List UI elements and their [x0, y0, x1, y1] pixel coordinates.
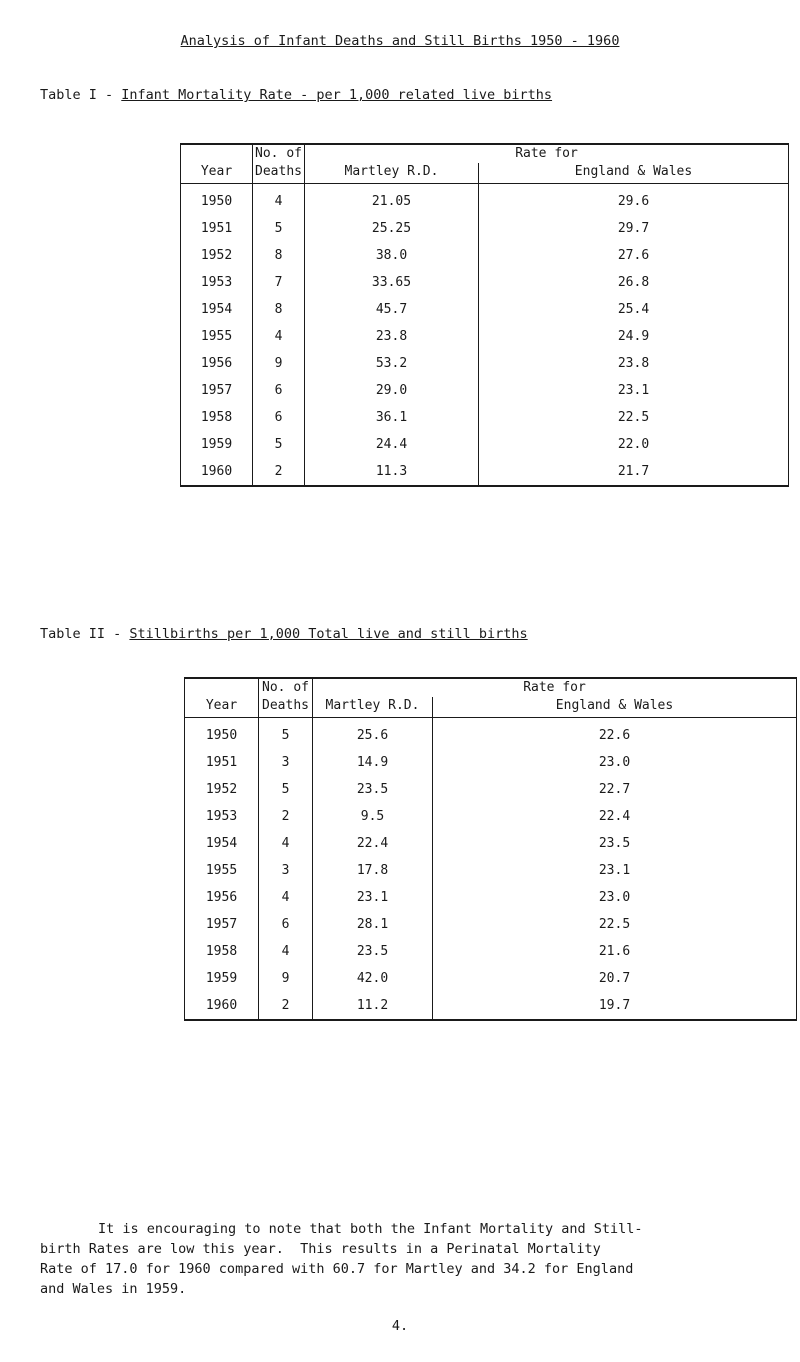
table-row [185, 803, 797, 830]
col-deaths-top: No. of [253, 144, 305, 163]
cell-deaths: 3 [259, 857, 313, 884]
table-row [181, 458, 789, 486]
table-row [185, 992, 797, 1020]
cell-england: 24.9 [479, 323, 789, 350]
cell-deaths: 7 [253, 269, 305, 296]
cell-year: 1958 [185, 938, 259, 965]
col-rate-group: Rate for [313, 678, 797, 697]
cell-year: 1951 [185, 749, 259, 776]
cell-martley: 23.8 [305, 323, 479, 350]
cell-martley: 11.2 [313, 992, 433, 1020]
cell-england: 22.5 [479, 404, 789, 431]
table1-title-text: Infant Mortality Rate - per 1,000 related live births [121, 87, 553, 103]
cell-martley: 14.9 [313, 749, 433, 776]
col-rate-group: Rate for [305, 144, 789, 163]
paragraph-line: and Wales in 1959. [40, 1281, 187, 1297]
cell-england: 23.1 [433, 857, 797, 884]
cell-england: 22.5 [433, 911, 797, 938]
cell-year: 1952 [185, 776, 259, 803]
table-row [185, 938, 797, 965]
cell-year: 1956 [181, 350, 253, 377]
cell-england: 20.7 [433, 965, 797, 992]
cell-year: 1954 [185, 830, 259, 857]
cell-year: 1953 [185, 803, 259, 830]
table-row [181, 215, 789, 242]
cell-martley: 38.0 [305, 242, 479, 269]
table-row [181, 323, 789, 350]
cell-year: 1950 [181, 184, 253, 216]
cell-year: 1954 [181, 296, 253, 323]
cell-deaths: 4 [259, 884, 313, 911]
cell-deaths: 9 [259, 965, 313, 992]
cell-year: 1959 [185, 965, 259, 992]
cell-england: 22.7 [433, 776, 797, 803]
cell-year: 1951 [181, 215, 253, 242]
table-row [185, 965, 797, 992]
table1-prefix: Table I - [40, 87, 122, 103]
cell-year: 1952 [181, 242, 253, 269]
cell-martley: 23.5 [313, 776, 433, 803]
cell-deaths: 2 [259, 803, 313, 830]
cell-year: 1953 [181, 269, 253, 296]
page-heading: Analysis of Infant Deaths and Still Births 1950 - 1960 [180, 33, 620, 49]
cell-deaths: 6 [253, 404, 305, 431]
cell-martley: 23.1 [313, 884, 433, 911]
table-row [181, 404, 789, 431]
cell-england: 27.6 [479, 242, 789, 269]
cell-england: 23.0 [433, 749, 797, 776]
table-row [181, 184, 789, 216]
cell-england: 22.4 [433, 803, 797, 830]
cell-year: 1958 [181, 404, 253, 431]
table-row [185, 749, 797, 776]
paragraph-line: It is encouraging to note that both the Infant Mortality and Still- [98, 1221, 643, 1237]
cell-year: 1957 [181, 377, 253, 404]
table-row [181, 350, 789, 377]
table2-title [40, 626, 528, 642]
stillbirths-table [184, 677, 797, 1021]
cell-england: 22.0 [479, 431, 789, 458]
table-row [181, 377, 789, 404]
cell-deaths: 5 [259, 776, 313, 803]
cell-martley: 25.25 [305, 215, 479, 242]
col-deaths-top: No. of [259, 678, 313, 697]
cell-deaths: 5 [253, 431, 305, 458]
cell-deaths: 6 [253, 377, 305, 404]
infant-mortality-table [180, 143, 789, 487]
cell-martley: 21.05 [305, 184, 479, 216]
table-row [185, 857, 797, 884]
table2-title-text: Stillbirths per 1,000 Total live and still births [129, 626, 528, 642]
col-year: Year [181, 144, 253, 184]
cell-deaths: 8 [253, 242, 305, 269]
cell-deaths: 4 [259, 830, 313, 857]
paragraph-line: Rate of 17.0 for 1960 compared with 60.7 for Martley and 34.2 for England [40, 1261, 634, 1277]
cell-year: 1955 [185, 857, 259, 884]
cell-martley: 22.4 [313, 830, 433, 857]
cell-deaths: 9 [253, 350, 305, 377]
cell-england: 21.6 [433, 938, 797, 965]
table2-prefix: Table II - [40, 626, 130, 642]
col-martley: Martley R.D. [313, 697, 433, 718]
cell-deaths: 4 [253, 184, 305, 216]
cell-martley: 25.6 [313, 718, 433, 750]
cell-england: 21.7 [479, 458, 789, 486]
cell-year: 1956 [185, 884, 259, 911]
cell-england: 23.8 [479, 350, 789, 377]
cell-deaths: 3 [259, 749, 313, 776]
col-england: England & Wales [479, 163, 789, 184]
cell-england: 23.0 [433, 884, 797, 911]
table-row [185, 884, 797, 911]
cell-england: 19.7 [433, 992, 797, 1020]
table-row [185, 911, 797, 938]
cell-deaths: 8 [253, 296, 305, 323]
cell-martley: 28.1 [313, 911, 433, 938]
table-row [181, 296, 789, 323]
cell-martley: 42.0 [313, 965, 433, 992]
cell-martley: 24.4 [305, 431, 479, 458]
col-year: Year [185, 678, 259, 718]
cell-deaths: 5 [259, 718, 313, 750]
cell-year: 1955 [181, 323, 253, 350]
cell-england: 23.1 [479, 377, 789, 404]
cell-england: 26.8 [479, 269, 789, 296]
cell-deaths: 4 [253, 323, 305, 350]
cell-deaths: 5 [253, 215, 305, 242]
table-row [185, 718, 797, 750]
table-row [181, 269, 789, 296]
cell-martley: 9.5 [313, 803, 433, 830]
cell-england: 29.7 [479, 215, 789, 242]
cell-england: 25.4 [479, 296, 789, 323]
col-martley: Martley R.D. [305, 163, 479, 184]
col-deaths-bottom: Deaths [259, 697, 313, 718]
cell-martley: 33.65 [305, 269, 479, 296]
cell-martley: 23.5 [313, 938, 433, 965]
table-row [185, 776, 797, 803]
cell-year: 1960 [185, 992, 259, 1020]
cell-england: 22.6 [433, 718, 797, 750]
cell-deaths: 2 [259, 992, 313, 1020]
cell-year: 1959 [181, 431, 253, 458]
col-deaths-bottom: Deaths [253, 163, 305, 184]
cell-martley: 11.3 [305, 458, 479, 486]
table-row [185, 830, 797, 857]
cell-martley: 17.8 [313, 857, 433, 884]
summary-paragraph [40, 1219, 780, 1299]
cell-martley: 29.0 [305, 377, 479, 404]
cell-year: 1960 [181, 458, 253, 486]
cell-deaths: 2 [253, 458, 305, 486]
paragraph-line: birth Rates are low this year. This results in a Perinatal Mortality [40, 1241, 601, 1257]
cell-england: 29.6 [479, 184, 789, 216]
table-row [181, 431, 789, 458]
cell-england: 23.5 [433, 830, 797, 857]
cell-martley: 45.7 [305, 296, 479, 323]
cell-year: 1950 [185, 718, 259, 750]
cell-deaths: 4 [259, 938, 313, 965]
col-england: England & Wales [433, 697, 797, 718]
table1-title [40, 87, 552, 103]
table-row [181, 242, 789, 269]
page-number: 4. [391, 1318, 409, 1334]
cell-year: 1957 [185, 911, 259, 938]
cell-deaths: 6 [259, 911, 313, 938]
cell-martley: 36.1 [305, 404, 479, 431]
cell-martley: 53.2 [305, 350, 479, 377]
